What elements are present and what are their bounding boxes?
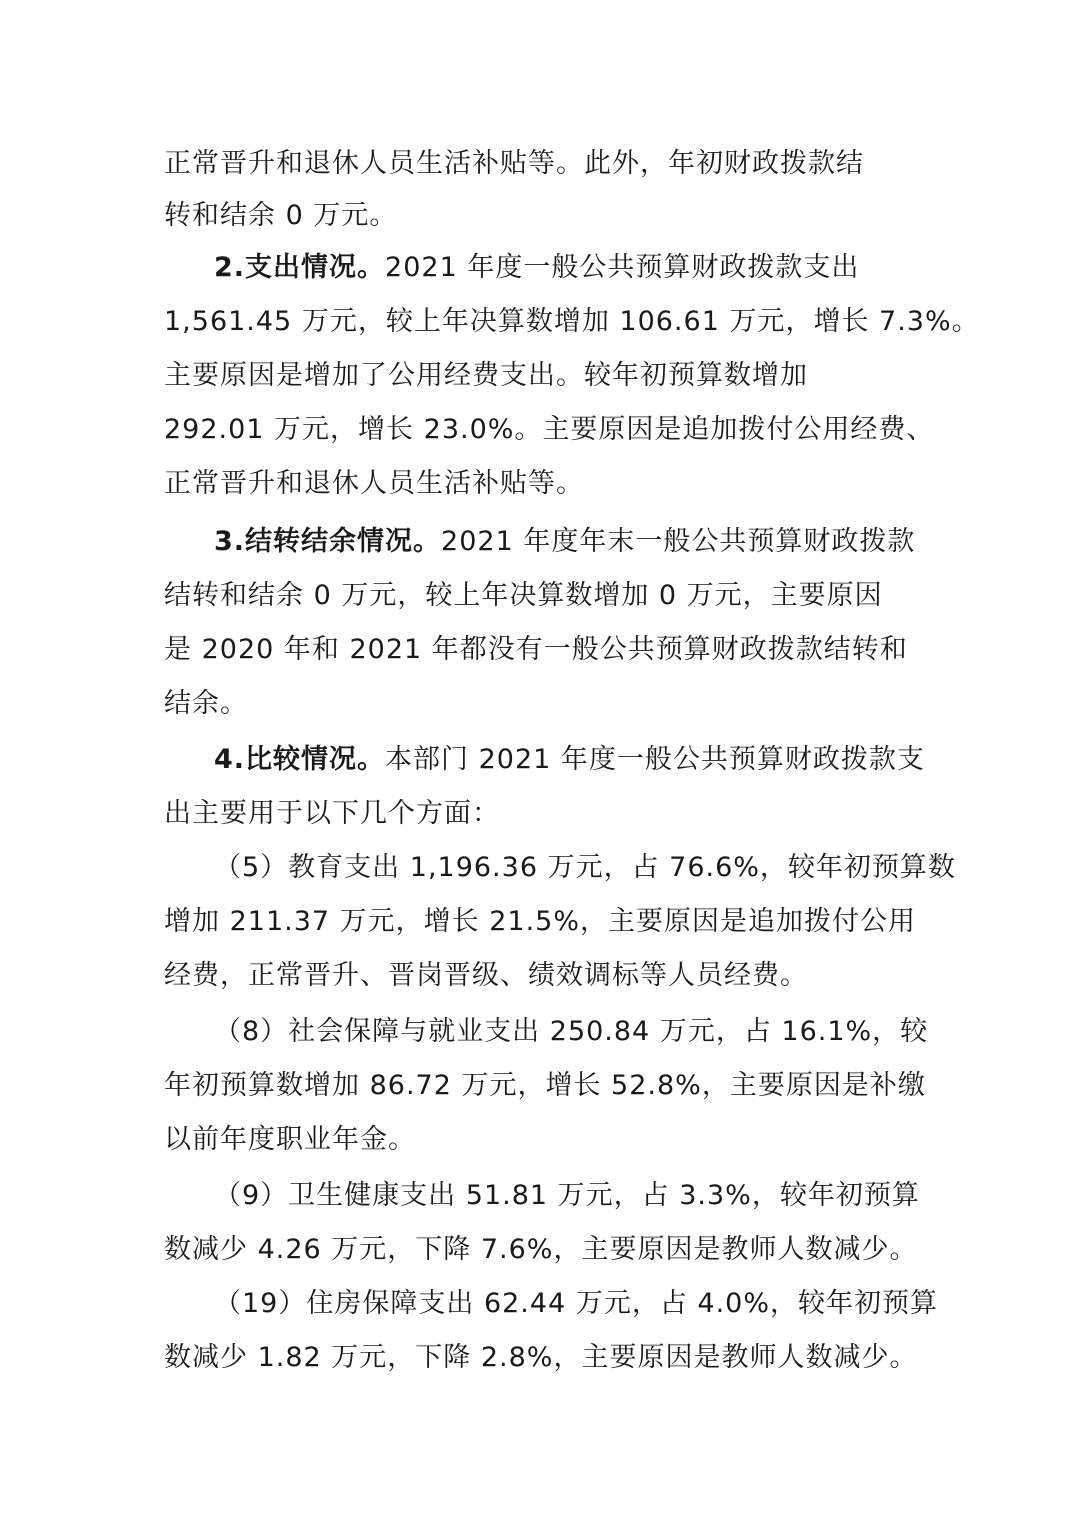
item-8-line-1: （8）社会保障与就业支出 250.84 万元，占 16.1%，较 xyxy=(214,1016,929,1047)
section-3-text: 2021 年度年末一般公共预算财政拨款 xyxy=(441,526,916,557)
intro-line-1: 正常晋升和退休人员生活补贴等。此外，年初财政拨款结 xyxy=(164,148,864,179)
section-3-line-4: 结余。 xyxy=(164,688,248,719)
section-4-line-2: 出主要用于以下几个方面： xyxy=(164,798,500,829)
item-5-line-3: 经费，正常晋升、晋岗晋级、绩效调标等人员经费。 xyxy=(164,960,808,991)
section-4-heading: 4.比较情况。 xyxy=(214,744,386,775)
section-2-line-4: 292.01 万元，增长 23.0%。主要原因是追加拨付公用经费、 xyxy=(164,414,935,445)
intro-line-2: 转和结余 0 万元。 xyxy=(164,200,398,231)
section-4-line-1 xyxy=(214,740,925,780)
section-3-line-3: 是 2020 年和 2021 年都没有一般公共预算财政拨款结转和 xyxy=(164,634,908,665)
section-2-text: 2021 年度一般公共预算财政拨款支出 xyxy=(385,252,860,283)
section-3-line-1 xyxy=(214,522,915,562)
section-2-line-2: 1,561.45 万元，较上年决算数增加 106.61 万元，增长 7.3%。 xyxy=(164,306,980,337)
section-4-text: 本部门 2021 年度一般公共预算财政拨款支 xyxy=(385,744,925,775)
section-2-heading: 2.支出情况。 xyxy=(214,252,386,283)
item-8-line-2: 年初预算数增加 86.72 万元，增长 52.8%，主要原因是补缴 xyxy=(164,1070,926,1101)
section-3-line-2: 结转和结余 0 万元，较上年决算数增加 0 万元，主要原因 xyxy=(164,580,883,611)
item-19-line-2: 数减少 1.82 万元，下降 2.8%，主要原因是教师人数减少。 xyxy=(164,1342,918,1373)
item-9-line-1: （9）卫生健康支出 51.81 万元，占 3.3%，较年初预算 xyxy=(214,1180,920,1211)
section-2-line-5: 正常晋升和退休人员生活补贴等。 xyxy=(164,468,584,499)
item-5-line-2: 增加 211.37 万元，增长 21.5%，主要原因是追加拨付公用 xyxy=(164,906,916,937)
section-3-heading: 3.结转结余情况。 xyxy=(214,526,442,557)
item-9-line-2: 数减少 4.26 万元，下降 7.6%，主要原因是教师人数减少。 xyxy=(164,1234,918,1265)
item-8-line-3: 以前年度职业年金。 xyxy=(164,1124,416,1155)
section-2-line-3: 主要原因是增加了公用经费支出。较年初预算数增加 xyxy=(164,360,808,391)
item-19-line-1: （19）住房保障支出 62.44 万元，占 4.0%，较年初预算 xyxy=(214,1288,938,1319)
item-5-line-1: （5）教育支出 1,196.36 万元，占 76.6%，较年初预算数 xyxy=(214,852,956,883)
section-2-line-1 xyxy=(214,248,859,288)
